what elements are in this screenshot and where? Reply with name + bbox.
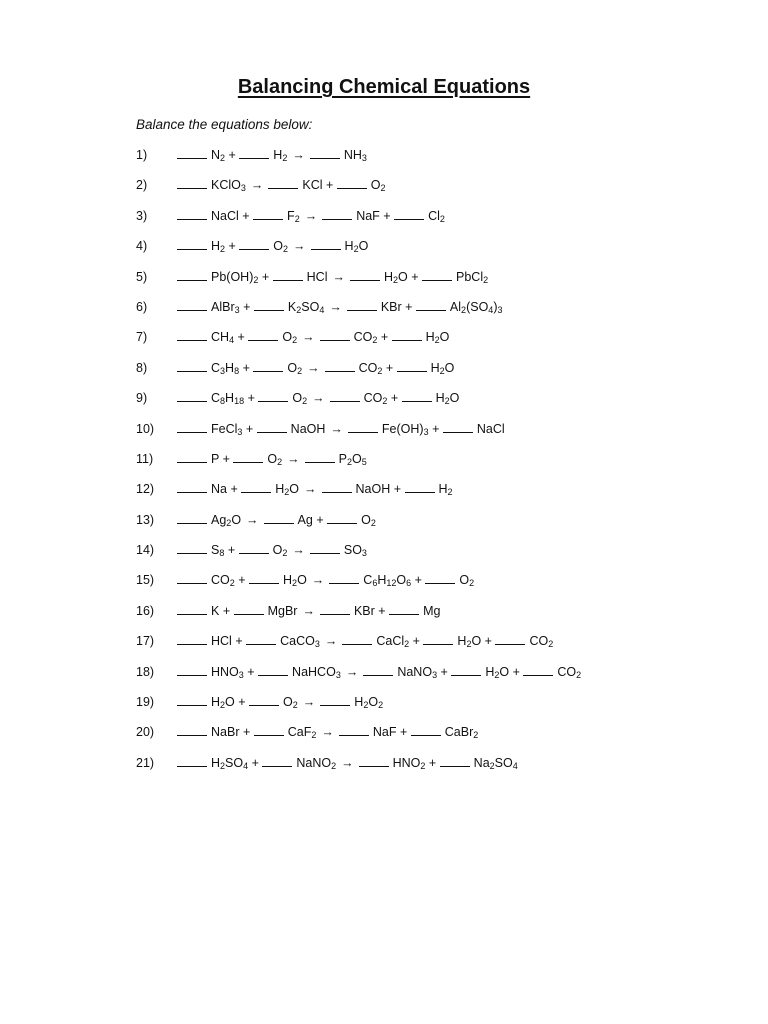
coefficient-blank[interactable]: [177, 359, 207, 372]
coefficient-blank[interactable]: [177, 754, 207, 767]
coefficient-blank[interactable]: [311, 237, 341, 250]
coefficient-blank[interactable]: [254, 723, 284, 736]
reaction-arrow-icon: →: [341, 755, 354, 770]
coefficient-blank[interactable]: [425, 571, 455, 584]
chemical-formula: $NH_3$: [343, 148, 367, 163]
equation-number: 9): [136, 391, 148, 406]
chemical-formula: $C_3H_8$: [211, 360, 240, 376]
chemical-formula: $CO_2$: [363, 391, 388, 407]
chemical-formula: $O_2$: [361, 512, 376, 528]
equation-body: $S_8 + O_2 \to SO_3$: [177, 541, 367, 559]
chemical-formula: $CO_2$: [211, 573, 235, 589]
coefficient-blank[interactable]: [330, 389, 360, 402]
chemical-formula: $H_2O$: [485, 664, 510, 680]
coefficient-blank[interactable]: [325, 359, 355, 372]
coefficient-blank[interactable]: [254, 298, 284, 311]
chemical-formula: $O_2$: [370, 178, 386, 194]
reaction-arrow-icon: →: [293, 239, 306, 254]
coefficient-blank[interactable]: [359, 754, 389, 767]
equation-row: [136, 389, 736, 419]
coefficient-blank[interactable]: [177, 511, 207, 524]
chemical-formula: $H_2O$: [383, 269, 408, 285]
chemical-formula: NaNO$_2$: [296, 755, 337, 771]
coefficient-blank[interactable]: [177, 176, 207, 189]
equation-number: 8): [136, 360, 148, 375]
equation-number: 18): [136, 664, 155, 679]
equation-body: $Ag_2O \to Ag + O_2$: [177, 511, 376, 529]
coefficient-blank[interactable]: [246, 632, 276, 645]
coefficient-blank[interactable]: [177, 602, 207, 615]
coefficient-blank[interactable]: [392, 328, 422, 341]
chemical-formula: $Na_2SO_4$: [473, 755, 518, 771]
coefficient-blank[interactable]: [177, 268, 207, 281]
chemical-formula: KCl: [302, 178, 323, 193]
chemical-formula: $CO_2$: [353, 330, 378, 346]
equation-number: 6): [136, 299, 148, 314]
coefficient-blank[interactable]: [348, 420, 378, 433]
coefficient-blank[interactable]: [329, 571, 359, 584]
coefficient-blank[interactable]: [177, 723, 207, 736]
equation-number: 7): [136, 330, 148, 345]
coefficient-blank[interactable]: [248, 328, 278, 341]
equation-row: [136, 754, 736, 784]
chemical-formula: $Pb(OH)_2$: [211, 269, 259, 285]
chemical-formula: $H_2O$: [425, 330, 450, 346]
chemical-formula: HCl: [306, 269, 328, 284]
coefficient-blank[interactable]: [347, 298, 377, 311]
equation-row: [136, 541, 736, 571]
chemical-formula: $C_6H_{12}O_6$: [363, 573, 412, 589]
chemical-formula: KBr: [380, 299, 402, 314]
equation-body: $HNO_3$ + NaHCO$_3$ → NaNO$_3$ + $H_2O + CO_2$: [177, 663, 581, 681]
coefficient-blank[interactable]: [233, 450, 263, 463]
equation-row: [136, 359, 736, 389]
coefficient-blank[interactable]: [177, 146, 207, 159]
chemical-formula: $O_2$: [273, 239, 289, 255]
coefficient-blank[interactable]: [177, 480, 207, 493]
chemical-formula: $O_2$: [282, 330, 298, 346]
coefficient-blank[interactable]: [322, 207, 352, 220]
chemical-formula: $C_8H_{18}$: [211, 391, 245, 407]
reaction-arrow-icon: →: [302, 603, 315, 618]
chemical-formula: KClO$_3$: [211, 178, 246, 194]
reaction-arrow-icon: →: [321, 725, 334, 740]
chemical-formula: $H_2O$: [275, 482, 300, 498]
coefficient-blank[interactable]: [523, 663, 553, 676]
coefficient-blank[interactable]: [320, 328, 350, 341]
chemical-formula: $HNO_3$: [211, 664, 244, 680]
coefficient-blank[interactable]: [253, 359, 283, 372]
coefficient-blank[interactable]: [322, 480, 352, 493]
chemical-formula: $Fe(OH)_3$: [381, 421, 429, 437]
reaction-arrow-icon: →: [287, 451, 300, 466]
coefficient-blank[interactable]: [241, 480, 271, 493]
reaction-arrow-icon: →: [246, 512, 259, 527]
equation-number: 2): [136, 178, 148, 193]
coefficient-blank[interactable]: [495, 632, 525, 645]
chemical-formula: CaCO$_3$: [280, 634, 320, 650]
coefficient-blank[interactable]: [422, 268, 452, 281]
chemical-formula: $F_2$: [287, 208, 300, 224]
equation-row: [136, 632, 736, 662]
chemical-formula: $O_2$: [292, 391, 308, 407]
coefficient-blank[interactable]: [239, 237, 269, 250]
equation-body: FeCl$_3$ + NaOH → $Fe(OH)_3$ + NaCl: [177, 420, 505, 438]
coefficient-blank[interactable]: [389, 602, 419, 615]
chemical-formula: NaCl: [211, 208, 239, 223]
coefficient-blank[interactable]: [253, 207, 283, 220]
equation-body: $H_2SO_4$ + NaNO$_2$ → $HNO_2 + Na_2SO_4$: [177, 754, 518, 772]
chemical-formula: PbCl$_2$: [456, 269, 489, 285]
equation-number: 4): [136, 239, 148, 254]
chemical-formula: NaBr: [211, 725, 240, 740]
equation-number: 5): [136, 269, 148, 284]
chemical-formula: NaHCO$_3$: [292, 664, 341, 680]
chemical-formula: MgBr: [267, 603, 298, 618]
equation-body: NaBr + CaF$_2$ → NaF + CaBr$_2$: [177, 723, 478, 741]
equation-row: [136, 571, 736, 601]
coefficient-blank[interactable]: [239, 146, 269, 159]
coefficient-blank[interactable]: [177, 693, 207, 706]
chemical-formula: NaOH: [355, 482, 391, 497]
coefficient-blank[interactable]: [443, 420, 473, 433]
equation-body: $CO_2 + H_2O \to C_6H_{12}O_6 + O_2$: [177, 571, 474, 589]
equation-body: $CH_4 + O_2 \to CO_2 + H_2O$: [177, 328, 449, 346]
equation-row: [136, 268, 736, 298]
equation-body: KClO$_3$ → KCl + $O_2$: [177, 176, 386, 194]
equation-body: $H_2O + O_2 \to H_2O_2$: [177, 693, 383, 711]
equation-row: [136, 450, 736, 480]
equation-number: 20): [136, 725, 155, 740]
chemical-formula: $H_2$: [211, 239, 226, 255]
chemical-formula: $HNO_2$: [392, 755, 426, 771]
coefficient-blank[interactable]: [310, 146, 340, 159]
chemical-formula: $O_2$: [459, 573, 475, 589]
chemical-formula: $K_2SO_4$: [287, 299, 325, 315]
chemical-formula: $S_8$: [211, 543, 225, 559]
coefficient-blank[interactable]: [177, 237, 207, 250]
chemical-formula: AlBr$_3$: [211, 299, 240, 315]
coefficient-blank[interactable]: [350, 268, 380, 281]
equation-row: [136, 146, 736, 176]
chemical-formula: NaCl: [476, 421, 505, 436]
equation-number: 13): [136, 512, 155, 527]
coefficient-blank[interactable]: [423, 632, 453, 645]
instructions: Balance the equations below:: [136, 117, 313, 132]
chemical-formula: $N_2$: [211, 148, 226, 163]
coefficient-blank[interactable]: [339, 723, 369, 736]
chemical-formula: NaNO$_3$: [397, 664, 438, 680]
chemical-formula: Ag: [297, 512, 313, 527]
equation-body: $N_2 + H_2 \to NH_3$: [177, 146, 367, 164]
coefficient-blank[interactable]: [342, 632, 372, 645]
coefficient-blank[interactable]: [411, 723, 441, 736]
chemical-formula: $H_2SO_4$: [211, 755, 249, 771]
reaction-arrow-icon: →: [304, 208, 318, 223]
equation-body: K + MgBr → KBr + Mg: [177, 602, 440, 620]
equation-number: 14): [136, 543, 155, 558]
chemical-formula: NaOH: [290, 421, 326, 436]
equation-row: [136, 663, 736, 693]
equation-number: 11): [136, 451, 154, 466]
coefficient-blank[interactable]: [268, 176, 298, 189]
chemical-formula: $SO_3$: [343, 543, 367, 559]
chemical-formula: $O_2$: [267, 451, 283, 467]
coefficient-blank[interactable]: [177, 632, 207, 645]
coefficient-blank[interactable]: [416, 298, 446, 311]
equation-body: $C_3H_8 + O_2 \to CO_2 + H_2O$: [177, 359, 454, 377]
chemical-formula: FeCl$_3$: [211, 421, 243, 437]
coefficient-blank[interactable]: [234, 602, 264, 615]
chemical-formula: $CO_2$: [557, 664, 582, 680]
equation-body: $P + O_2 \to P_2O_5$: [177, 450, 367, 468]
chemical-formula: CaCl$_2$: [376, 634, 410, 650]
equation-body: $Na + H_2O$ → NaOH + $H_2$: [177, 480, 453, 498]
chemical-formula: $Al_2(SO_4)_3$: [449, 299, 503, 315]
coefficient-blank[interactable]: [402, 389, 432, 402]
equation-row: [136, 480, 736, 510]
reaction-arrow-icon: →: [312, 391, 325, 406]
equation-number: 17): [136, 634, 155, 649]
equation-body: NaCl + $F_2$ → NaF + $Cl_2$: [177, 207, 445, 225]
chemical-formula: HCl: [211, 634, 232, 649]
coefficient-blank[interactable]: [394, 207, 424, 220]
coefficient-blank[interactable]: [177, 571, 207, 584]
equation-number: 10): [136, 421, 155, 436]
chemical-formula: $H_2O$: [211, 695, 235, 711]
equation-number: 21): [136, 755, 155, 770]
chemical-formula: CaF$_2$: [287, 725, 317, 741]
equation-row: [136, 420, 736, 450]
coefficient-blank[interactable]: [177, 389, 207, 402]
chemical-formula: $H_2O$: [435, 391, 460, 407]
coefficient-blank[interactable]: [320, 602, 350, 615]
equation-body: $H_2 + O_2 \to H_2O$: [177, 237, 368, 255]
chemical-formula: $CH_4$: [211, 330, 235, 346]
reaction-arrow-icon: →: [304, 482, 317, 497]
reaction-arrow-icon: →: [329, 299, 342, 314]
coefficient-blank[interactable]: [451, 663, 481, 676]
reaction-arrow-icon: →: [311, 573, 325, 588]
coefficient-blank[interactable]: [305, 450, 335, 463]
chemical-formula: CaBr$_2$: [444, 725, 479, 741]
chemical-formula: $H_2O$: [457, 634, 482, 650]
coefficient-blank[interactable]: [397, 359, 427, 372]
reaction-arrow-icon: →: [292, 543, 305, 558]
chemical-formula: K: [211, 603, 220, 618]
chemical-formula: $P_2O_5$: [338, 451, 367, 467]
chemical-formula: $CO_2$: [529, 634, 554, 650]
equation-number: 3): [136, 208, 148, 223]
chemical-formula: $Cl_2$: [428, 208, 445, 224]
equation-row: [136, 298, 736, 328]
reaction-arrow-icon: →: [292, 148, 305, 162]
equation-body: $Pb(OH)_2$ + HCl → $H_2O$ + PbCl$_2$: [177, 268, 488, 286]
coefficient-blank[interactable]: [310, 541, 340, 554]
chemical-formula: $O_2$: [272, 543, 288, 559]
chemical-formula: $O_2$: [283, 695, 298, 711]
coefficient-blank[interactable]: [405, 480, 435, 493]
chemical-formula: $H_2O$: [430, 360, 455, 376]
equation-row: [136, 693, 736, 723]
reaction-arrow-icon: →: [307, 360, 320, 375]
equation-row: [136, 328, 736, 358]
chemical-formula: $Ag_2O$: [211, 512, 242, 528]
equation-row: [136, 723, 736, 753]
equation-number: 19): [136, 695, 155, 710]
coefficient-blank[interactable]: [177, 328, 207, 341]
coefficient-blank[interactable]: [177, 420, 207, 433]
coefficient-blank[interactable]: [239, 541, 269, 554]
chemical-formula: KBr: [353, 603, 375, 618]
coefficient-blank[interactable]: [249, 571, 279, 584]
reaction-arrow-icon: →: [302, 330, 315, 345]
chemical-formula: $H_2$: [273, 148, 288, 163]
equation-number: 1): [136, 148, 148, 162]
chemical-formula: $H_2O$: [344, 239, 369, 255]
coefficient-blank[interactable]: [264, 511, 294, 524]
chemical-formula: $H_2O_2$: [354, 695, 384, 711]
chemical-formula: $CO_2$: [358, 360, 383, 376]
chemical-formula: Mg: [423, 603, 441, 618]
chemical-formula: Na: [211, 482, 227, 497]
coefficient-blank[interactable]: [262, 754, 292, 767]
reaction-arrow-icon: →: [324, 634, 338, 649]
coefficient-blank[interactable]: [177, 450, 207, 463]
coefficient-blank[interactable]: [363, 663, 393, 676]
equation-row: [136, 207, 736, 237]
equation-body: AlBr$_3$ + $K_2SO_4$ → KBr + $Al_2(SO_4)_3$: [177, 298, 503, 316]
coefficient-blank[interactable]: [327, 511, 357, 524]
reaction-arrow-icon: →: [302, 695, 316, 710]
equation-row: [136, 176, 736, 206]
coefficient-blank[interactable]: [440, 754, 470, 767]
reaction-arrow-icon: →: [250, 178, 264, 193]
coefficient-blank[interactable]: [258, 663, 288, 676]
coefficient-blank[interactable]: [258, 389, 288, 402]
coefficient-blank[interactable]: [337, 176, 367, 189]
coefficient-blank[interactable]: [320, 693, 350, 706]
chemical-formula: NaF: [372, 725, 397, 740]
equation-number: 15): [136, 573, 155, 588]
coefficient-blank[interactable]: [177, 541, 207, 554]
equation-number: 12): [136, 482, 155, 497]
reaction-arrow-icon: →: [330, 421, 343, 436]
coefficient-blank[interactable]: [249, 693, 279, 706]
equation-number: 16): [136, 603, 155, 618]
equation-list: [136, 146, 736, 784]
equation-row: [136, 237, 736, 267]
equation-row: [136, 602, 736, 632]
coefficient-blank[interactable]: [177, 298, 207, 311]
reaction-arrow-icon: →: [345, 664, 359, 679]
coefficient-blank[interactable]: [273, 268, 303, 281]
equation-row: [136, 511, 736, 541]
chemical-formula: $O_2$: [287, 360, 303, 376]
equation-body: $C_8H_{18} + O_2 \to CO_2 + H_2O$: [177, 389, 459, 407]
chemical-formula: P: [211, 451, 220, 466]
chemical-formula: $H_2$: [438, 482, 453, 498]
coefficient-blank[interactable]: [177, 207, 207, 220]
page-title: Balancing Chemical Equations: [237, 76, 531, 98]
reaction-arrow-icon: →: [332, 269, 345, 284]
coefficient-blank[interactable]: [257, 420, 287, 433]
coefficient-blank[interactable]: [177, 663, 207, 676]
chemical-formula: NaF: [356, 208, 380, 223]
equation-body: HCl + CaCO$_3$ → CaCl$_2$ + $H_2O + CO_2$: [177, 632, 553, 650]
chemical-formula: $H_2O$: [283, 573, 307, 589]
